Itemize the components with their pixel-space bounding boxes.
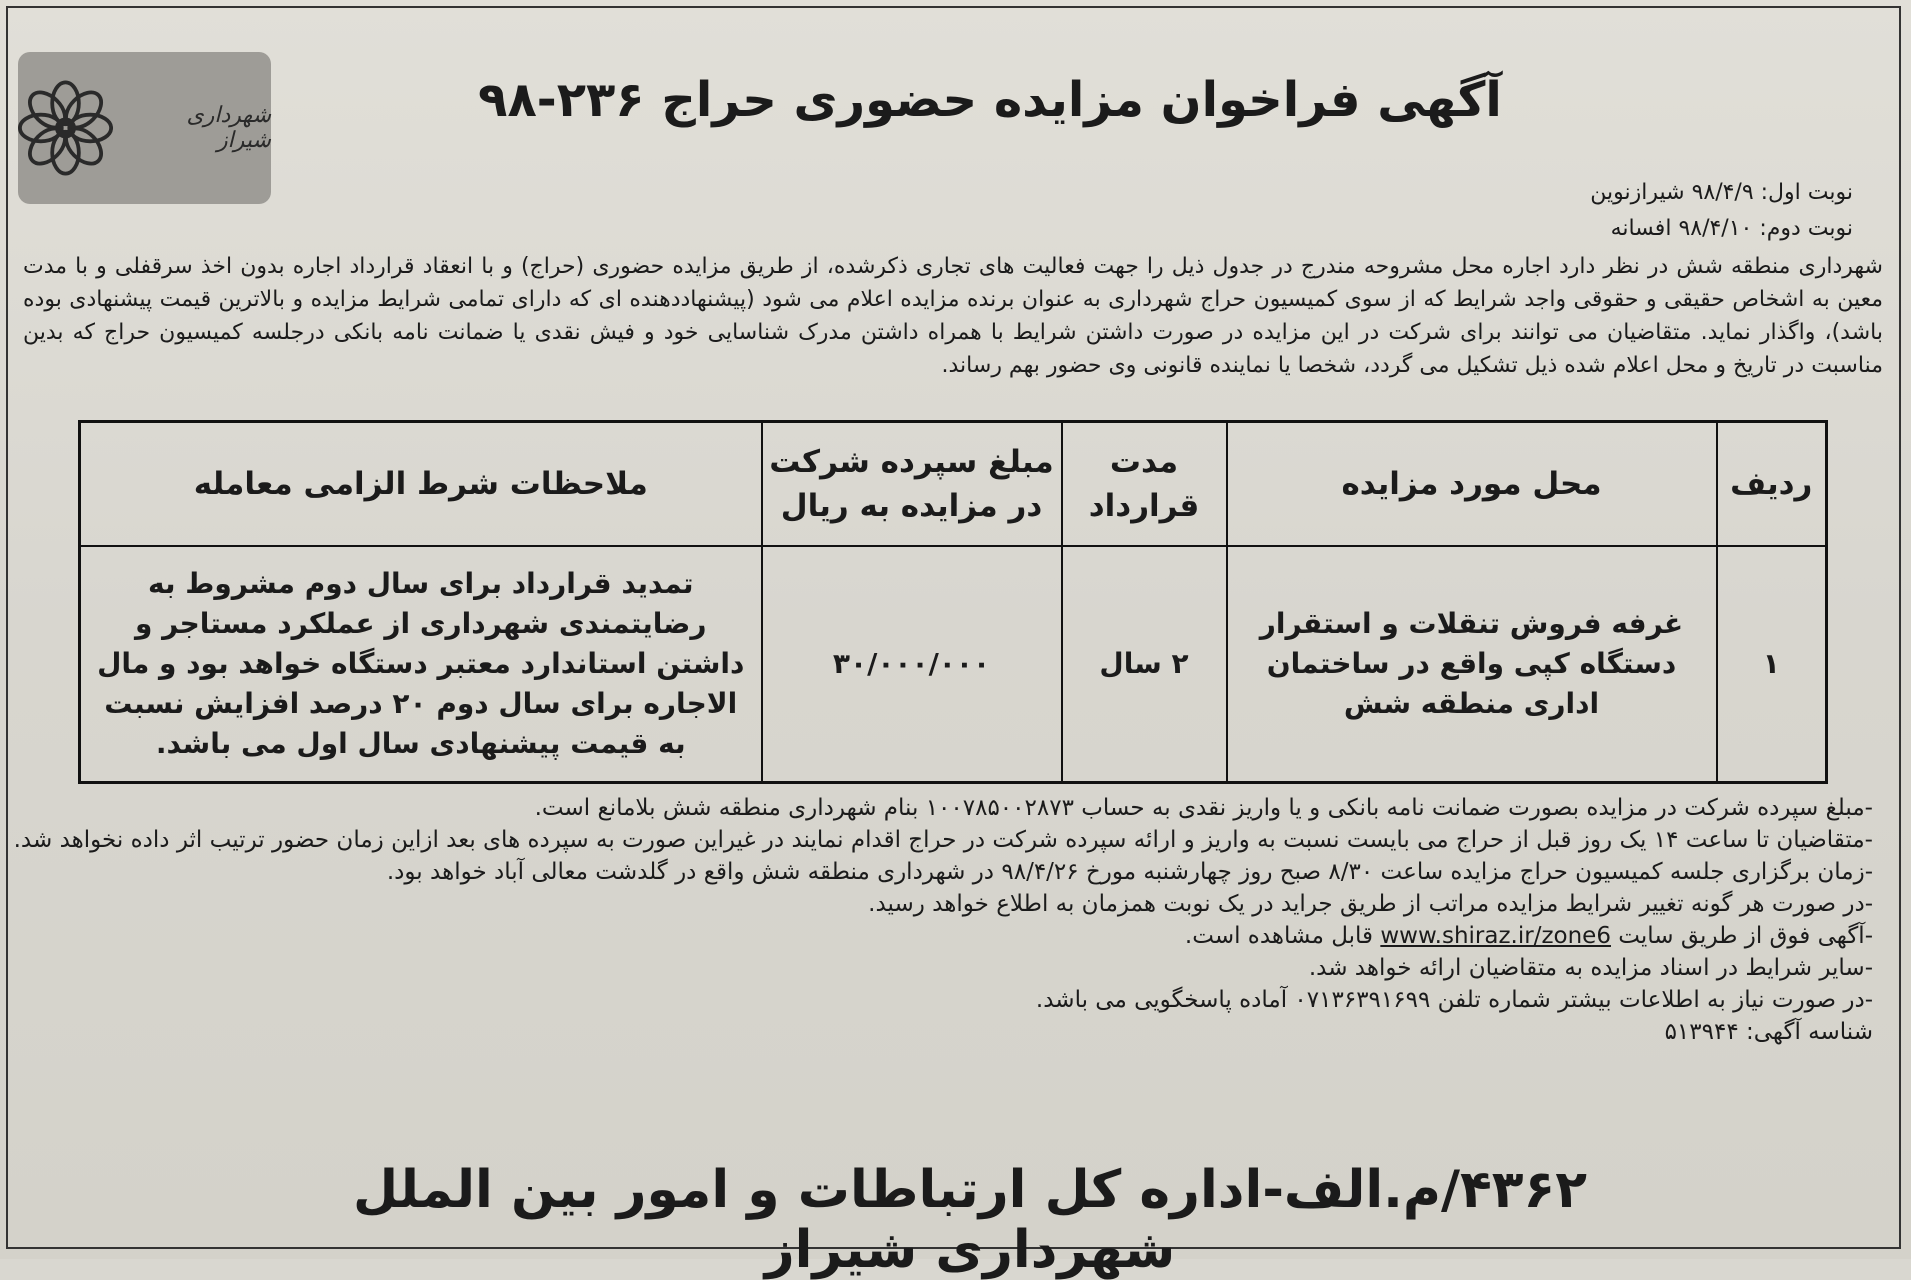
list-item: -مبلغ سپرده شرکت در مزایده بصورت ضمانت نامه بانکی و یا واریز نقدی به حساب ۱۰۰۷۸۵۰۰۲۸۷۳ بنام شهرداری منطقه شش بلامانع است.: [534, 795, 1873, 821]
website-note-suffix: قابل مشاهده است.: [1184, 923, 1374, 949]
website-note-prefix: -آگهی فوق از طریق سایت: [1618, 923, 1873, 949]
publisher-footer: ۴۳۶۲/م.الف-اداره کل ارتباطات و امور بین الملل شهرداری شیراز: [353, 1160, 1587, 1280]
list-item: -در صورت نیاز به اطلاعات بیشتر شماره تلفن ۰۷۱۳۶۳۹۱۶۹۹ آماده پاسخگویی می باشد.: [1035, 987, 1873, 1013]
header-required-terms: ملاحظات شرط الزامی معامله: [80, 422, 762, 547]
conditions-list: [13, 792, 1873, 1048]
ad-id: شناسه آگهی: ۵۱۳۹۴۴: [1664, 1019, 1873, 1045]
list-item: [13, 920, 1873, 952]
logo-text: شهرداری شیراز: [186, 103, 271, 153]
list-item: -سایر شرایط در اسناد مزایده به متقاضیان ارائه خواهد شد.: [1308, 955, 1873, 981]
cell-required-terms: تمدید قرارداد برای سال دوم مشروط به رضایتمندی شهرداری از عملکرد مستاجر و داشتن استاندارد معتبر دستگاه خواهد بود و مال الاجاره برای سال دوم ۲۰ درصد افزایش نسبت به قیمت پیشنهادی سال اول می باشد.: [80, 546, 762, 783]
intro-paragraph: شهرداری منطقه شش در نظر دارد اجاره محل مشروحه مندرج در جدول ذیل را جهت فعالیت های تجاری ذکرشده، از طریق مزایده حضوری (حراج) و با انعقاد قرارداد اجاره بدون اخذ سرقفلی و با مدت معین به اشخاص حقیقی و حقوقی واجد شرایط که از سوی کمیسیون حراج شهرداری به عنوان برنده مزایده اعلام می شود (پیشنهاددهنده ای که دارای تمامی شرایط مزایده و بالاترین قیمت پیشنهادی بوده باشد)، واگذار نماید. متقاضیان می توانند برای شرکت در این مزایده در صورت داشتن شرایط با همراه داشتن مدرک شناسایی خود و فیش نقدی یا ضمانت نامه بانکی درجلسه کمیسیون حراج که بدین مناسبت در تاریخ و محل اعلام شده ذیل تشکیل می گردد، شخصا یا نماینده قانونی وی حضور بهم رساند.: [23, 254, 1883, 378]
first-turn: نوبت اول: ۹۸/۴/۹ شیرازنوین: [1590, 180, 1853, 205]
second-turn: نوبت دوم: ۹۸/۴/۱۰ افسانه: [1610, 216, 1853, 241]
ad-title: آگهی فراخوان مزایده حضوری حراج ۲۳۶-۹۸: [478, 72, 1502, 128]
cell-contract-duration: ۲ سال: [1062, 546, 1227, 783]
shiraz-municipality-logo: [18, 52, 271, 204]
header-deposit-amount: مبلغ سپرده شرکت در مزایده به ریال: [762, 422, 1062, 547]
auction-table: [78, 420, 1828, 784]
flower-emblem-icon: [18, 80, 113, 176]
table-row: [80, 546, 1827, 783]
publication-turns: [1590, 175, 1853, 247]
header-row-number: ردیف: [1717, 422, 1827, 547]
list-item: -زمان برگزاری جلسه کمیسیون حراج مزایده ساعت ۸/۳۰ صبح روز چهارشنبه مورخ ۹۸/۴/۲۶ در شهرداری منطقه شش واقع در گلدشت معالی آباد خواهد بود.: [386, 859, 1873, 885]
cell-deposit-amount: ۳۰/۰۰۰/۰۰۰: [762, 546, 1062, 783]
website-link[interactable]: www.shiraz.ir/zone6: [1380, 923, 1611, 949]
header-contract-duration: مدت قرارداد: [1062, 422, 1227, 547]
list-item: -در صورت هر گونه تغییر شرایط مزایده مراتب از طریق جراید در یک نوبت همزمان به اطلاع خواهد رسید.: [868, 891, 1873, 917]
cell-auction-place: غرفه فروش تنقلات و استقرار دستگاه کپی واقع در ساختمان اداری منطقه شش: [1227, 546, 1717, 783]
cell-row-number: ۱: [1717, 546, 1827, 783]
list-item: -متقاضیان تا ساعت ۱۴ یک روز قبل از حراج می بایست نسبت به واریز و ارائه سپرده شرکت در حراج اقدام نمایند در غیراین صورت به سپرده های بعد ازاین زمان حضور ترتیب اثر داده نخواهد شد.: [13, 827, 1873, 853]
table-header-row: [80, 422, 1827, 547]
header-auction-place: محل مورد مزایده: [1227, 422, 1717, 547]
